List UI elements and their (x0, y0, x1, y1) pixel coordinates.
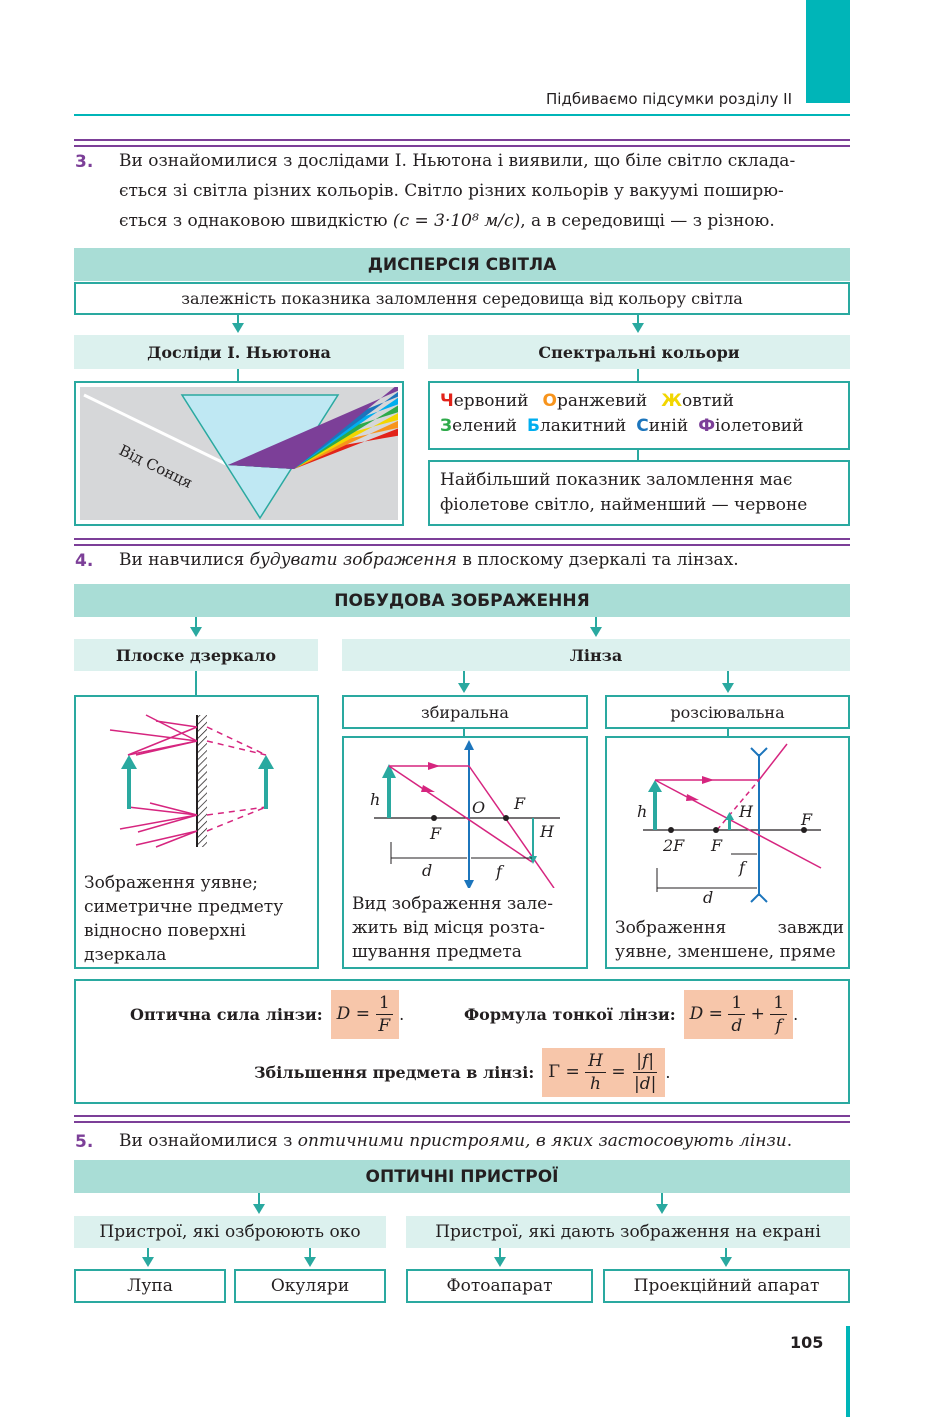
label-F: F (801, 810, 813, 829)
formula-symbol: D (336, 1004, 351, 1024)
plane-mirror-title: Плоске дзеркало (74, 639, 318, 671)
mirror-diagram (76, 697, 317, 857)
item-number: 4. (75, 551, 94, 571)
fraction: $\frac{1}{f}$ (770, 992, 787, 1037)
thin-lens-formula: Формула тонкої лінзи: D = $\frac{1}{d}$ + $\frac{1}{f}$ . (464, 987, 798, 1041)
magnification-formula: Γ = $\frac{H}{h}$ = $\frac{|f|}{|d|}$ (542, 1048, 665, 1097)
colors-row (440, 414, 848, 439)
formula-symbol: Γ (548, 1062, 561, 1082)
dispersion-title: ДИСПЕРСІЯ СВІТЛА (74, 248, 850, 281)
spectral-color-word (698, 416, 803, 436)
color-initial: З (440, 416, 453, 436)
diverging-lens-panel (605, 736, 850, 969)
sun-label: Від Сонця (116, 441, 196, 493)
text-end: . (786, 1131, 793, 1151)
color-initial: Б (527, 416, 540, 436)
converging-lens-panel (342, 736, 588, 969)
fraction: $\frac{H}{h}$ (585, 1050, 606, 1095)
label-h: h (637, 802, 648, 821)
newton-experiments-title: Досліди І. Ньютона (74, 335, 404, 369)
item5-text (119, 1126, 792, 1156)
header-title: Підбиваємо підсумки розділу II (546, 90, 792, 108)
label-2F: 2F (663, 836, 685, 855)
label-F: F (711, 836, 723, 855)
converging-description (352, 892, 553, 964)
text-line-end: , а в середовищі — з різною. (520, 211, 775, 231)
magnification: Збільшення предмета в лінзі: Γ = $\frac{H}{h}$ = $\frac{|f|}{|d|}$ . (254, 1043, 670, 1101)
spectral-color-word (661, 391, 734, 411)
converging-diagram (344, 738, 586, 888)
diverging-description (615, 916, 844, 964)
mirror-description (84, 871, 283, 967)
lens-formulas (74, 979, 850, 1104)
dispersion-definition: залежність показника заломлення середовища від кольору світла (74, 282, 850, 315)
label-F: F (430, 824, 442, 843)
speed-formula: (c = 3·10⁸ м/с) (392, 211, 521, 231)
text-word: Зображення (615, 918, 727, 938)
refraction-index-note (428, 460, 850, 526)
label-f: f (496, 862, 502, 881)
section-divider (74, 538, 850, 540)
text-line: шування предмета (352, 942, 522, 962)
label-h: h (370, 790, 381, 809)
spectral-colors-list (428, 381, 850, 450)
text-line: відносно поверхні (84, 921, 246, 941)
section-divider (74, 1115, 850, 1117)
lens-title: Лінза (342, 639, 850, 671)
label-F: F (514, 794, 526, 813)
spectral-color-word (543, 391, 648, 411)
devices-title: ОПТИЧНІ ПРИСТРОЇ (74, 1160, 850, 1193)
text-line: ється зі світла різних кольорів. Світло різних кольорів у вакуумі поширю- (119, 181, 784, 201)
page-number: 105 (790, 1333, 824, 1352)
color-initial: Ф (698, 416, 716, 436)
color-initial: О (542, 391, 557, 411)
fraction: $\frac{1}{d}$ (728, 992, 745, 1037)
color-initial: Ж (661, 391, 683, 411)
color-rest: иній (648, 416, 689, 436)
section-divider (74, 1121, 850, 1123)
text-italic: будувати зображення (249, 550, 457, 570)
text-word: завжди (777, 918, 844, 938)
diverging-label: розсіювальна (605, 695, 850, 729)
device-magnifier: Лупа (74, 1269, 226, 1303)
optical-power: Оптична сила лінзи: D = $\frac{1}{F}$ . (130, 987, 404, 1041)
screen-image-devices: Пристрої, які дають зображення на екрані (406, 1216, 850, 1248)
formula-label: Збільшення предмета в лінзі: (254, 1062, 535, 1082)
text-line: Ви ознайомилися з дослідами І. Ньютона і виявили, що біле світло склада- (119, 151, 796, 171)
label-H: H (540, 822, 554, 841)
text-italic: оптичними пристроями, в яких застосовують лінзи (297, 1131, 787, 1151)
item4-text (119, 545, 739, 575)
text-line: дзеркала (84, 945, 167, 965)
spectral-color-word (440, 416, 517, 436)
imaging-title: ПОБУДОВА ЗОБРАЖЕННЯ (74, 584, 850, 617)
device-projector: Проекційний апарат (603, 1269, 850, 1303)
spectral-color-word (527, 416, 626, 436)
color-rest: ервоний (453, 391, 529, 411)
text-line-start: ється з однаковою швидкістю (119, 211, 388, 231)
color-rest: овтий (682, 391, 734, 411)
item-number: 5. (75, 1132, 94, 1152)
color-rest: ранжевий (556, 391, 648, 411)
spectral-color-word (636, 416, 688, 436)
text-line: Зображення уявне; (84, 873, 258, 893)
label-d: d (422, 861, 433, 880)
text-end: в плоскому дзеркалі та лінзах. (456, 550, 739, 570)
note-line: Найбільший показник заломлення має (440, 470, 793, 490)
mirror-panel (74, 695, 319, 969)
note-line: фіолетове світло, найменший — червоне (440, 495, 808, 515)
optical-power-formula: D = $\frac{1}{F}$ (331, 990, 400, 1039)
label-d: d (703, 888, 714, 907)
label-H: H (739, 802, 753, 821)
color-rest: іолетовий (715, 416, 804, 436)
spectral-color-word (440, 391, 529, 411)
color-rest: елений (452, 416, 517, 436)
colors-row (440, 389, 848, 414)
spectral-colors-title: Спектральні кольори (428, 335, 850, 369)
text-line (615, 916, 844, 940)
formula-label: Оптична сила лінзи: (130, 1004, 323, 1024)
item-number: 3. (75, 152, 94, 172)
thin-lens-expression: D = $\frac{1}{d}$ + $\frac{1}{f}$ (684, 990, 793, 1039)
fraction: $\frac{|f|}{|d|}$ (634, 1050, 657, 1094)
text-line: Вид зображення зале- (352, 894, 553, 914)
color-initial: С (636, 416, 649, 436)
label-f: f (739, 858, 745, 877)
formula-symbol: D (689, 1004, 704, 1024)
color-rest: лакитний (539, 416, 627, 436)
text-line: уявне, зменшене, пряме (615, 942, 836, 962)
page-number-bar (846, 1326, 850, 1417)
text-start: Ви навчилися (119, 550, 250, 570)
color-initial: Ч (440, 391, 454, 411)
mirror-icon (197, 715, 207, 847)
eye-aid-devices: Пристрої, які озброюють око (74, 1216, 386, 1248)
label-O: O (472, 798, 486, 817)
text-start: Ви ознайомилися з (119, 1131, 298, 1151)
prism-diagram (74, 381, 404, 526)
converging-label: збиральна (342, 695, 588, 729)
formula-label: Формула тонкої лінзи: (464, 1004, 676, 1024)
device-camera: Фотоапарат (406, 1269, 593, 1303)
device-eyeglasses: Окуляри (234, 1269, 386, 1303)
fraction: $\frac{1}{F}$ (375, 992, 393, 1037)
text-line: жить від місця розта- (352, 918, 545, 938)
text-line: симетричне предмету (84, 897, 284, 917)
